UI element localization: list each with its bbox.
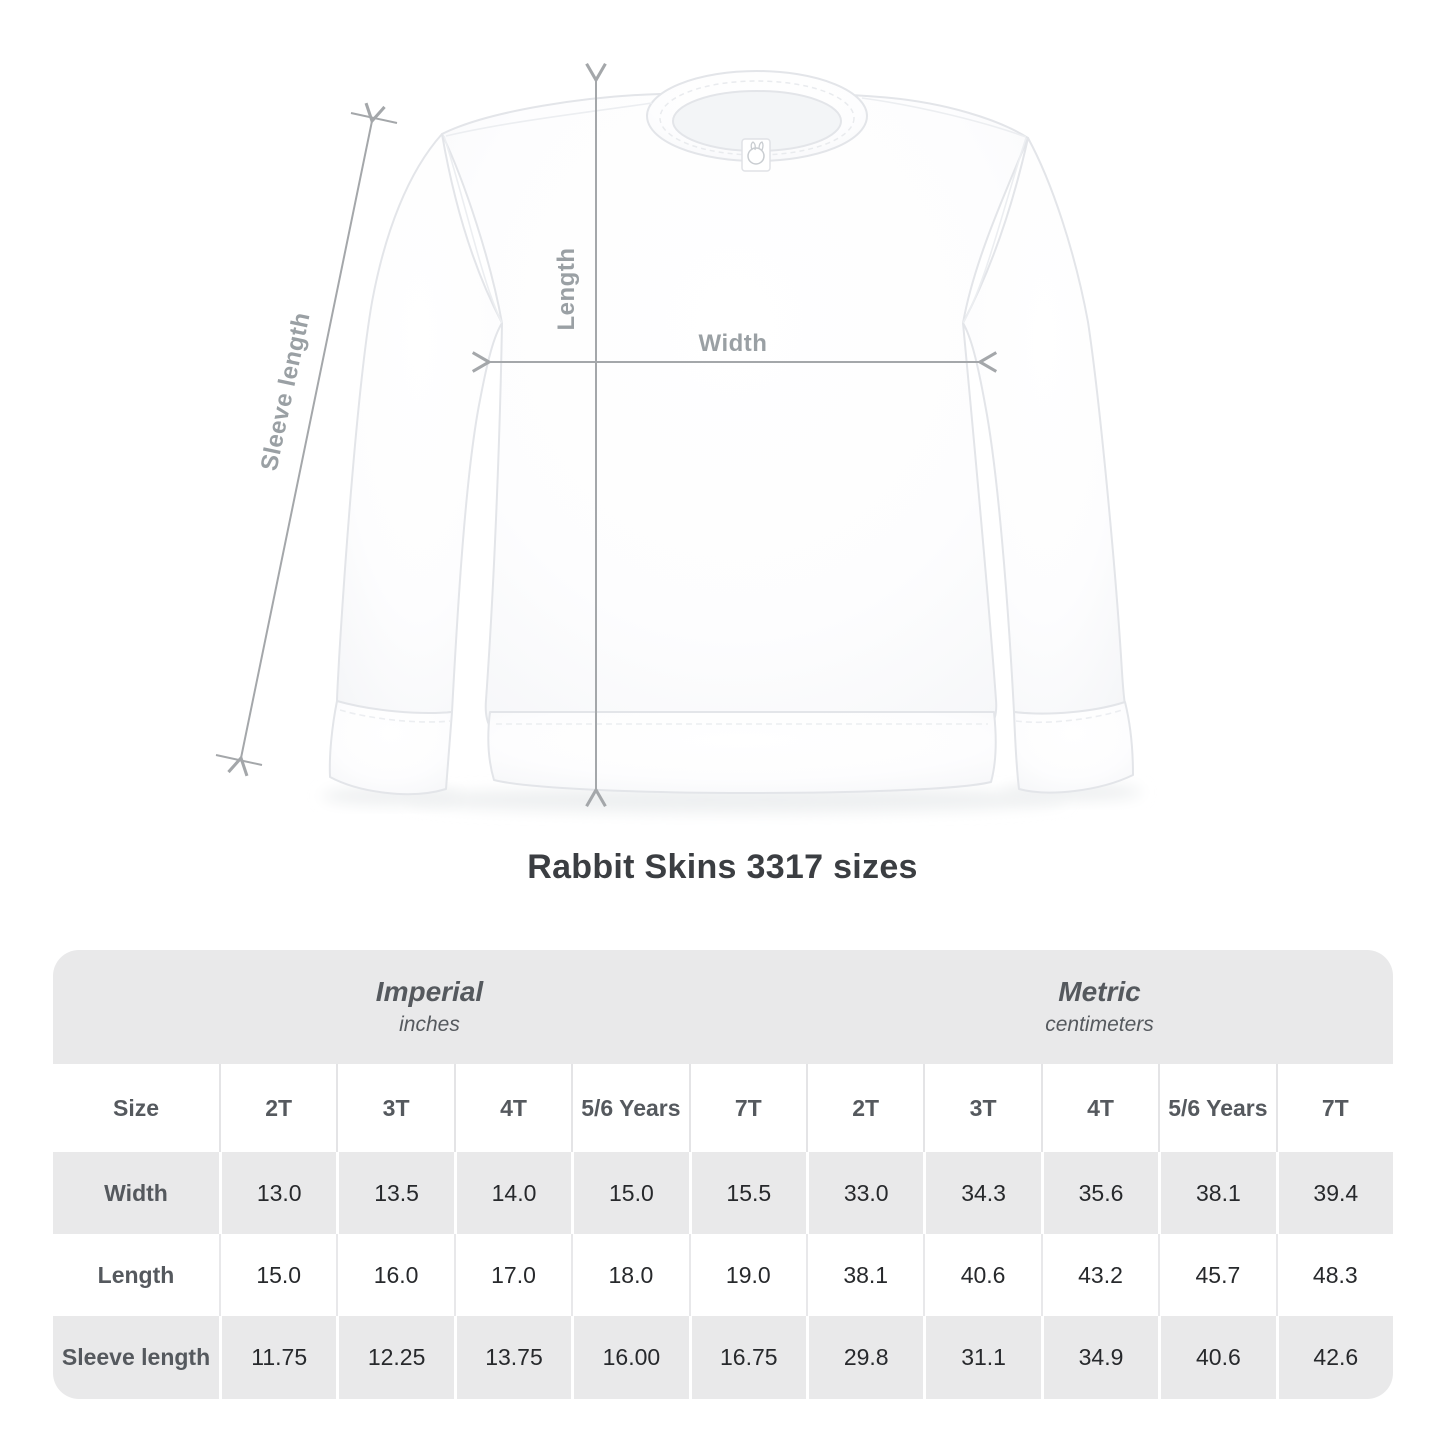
- metric-group-label: Metric: [1058, 976, 1141, 1007]
- column-header-metric-4t: 4T: [1041, 1064, 1158, 1152]
- unit-group-row: [53, 950, 1393, 1064]
- width-value-cell: 33.0: [806, 1152, 923, 1234]
- length-value-cell: 48.3: [1276, 1234, 1393, 1316]
- column-header-imperial-3t: 3T: [336, 1064, 453, 1152]
- size-table: [53, 950, 1393, 1399]
- sleeve-length-row: [53, 1316, 1393, 1399]
- width-value-cell: 39.4: [1276, 1152, 1393, 1234]
- size-column-header: Size: [53, 1064, 219, 1152]
- width-value-cell: 34.3: [923, 1152, 1040, 1234]
- width-row: [53, 1152, 1393, 1234]
- sleeve-value-cell: 42.6: [1276, 1316, 1393, 1399]
- row-label-width: Width: [53, 1152, 219, 1234]
- length-value-cell: 15.0: [219, 1234, 336, 1316]
- column-header-metric-7t: 7T: [1276, 1064, 1393, 1152]
- sweatshirt-body: [442, 92, 1028, 746]
- sleeve-arrow-bottom-tick: [216, 755, 262, 765]
- width-value-cell: 15.0: [571, 1152, 688, 1234]
- sleeve-value-cell: 16.00: [571, 1316, 688, 1399]
- left-cuff: [330, 701, 452, 794]
- column-header-metric-3t: 3T: [923, 1064, 1040, 1152]
- imperial-group-label: Imperial: [375, 976, 484, 1007]
- length-value-cell: 19.0: [689, 1234, 806, 1316]
- column-header-metric-2t: 2T: [806, 1064, 923, 1152]
- length-dimension-label: Length: [553, 247, 580, 331]
- width-value-cell: 38.1: [1158, 1152, 1275, 1234]
- width-value-cell: 14.0: [454, 1152, 571, 1234]
- length-value-cell: 17.0: [454, 1234, 571, 1316]
- column-header-imperial-4t: 4T: [454, 1064, 571, 1152]
- sleeve-value-cell: 31.1: [923, 1316, 1040, 1399]
- sleeve-value-cell: 13.75: [454, 1316, 571, 1399]
- metric-group-header: [806, 950, 1393, 1064]
- page-title: Rabbit Skins 3317 sizes: [527, 848, 918, 886]
- length-value-cell: 40.6: [923, 1234, 1040, 1316]
- width-value-cell: 15.5: [689, 1152, 806, 1234]
- width-value-cell: 13.0: [219, 1152, 336, 1234]
- column-header-metric-56y: 5/6 Years: [1158, 1064, 1275, 1152]
- imperial-unit-label: inches: [399, 1013, 460, 1036]
- length-value-cell: 43.2: [1041, 1234, 1158, 1316]
- sleeve-value-cell: 29.8: [806, 1316, 923, 1399]
- width-dimension-label: Width: [698, 330, 768, 357]
- width-value-cell: 13.5: [336, 1152, 453, 1234]
- right-cuff: [1014, 702, 1133, 793]
- column-header-row: [53, 1064, 1393, 1152]
- length-value-cell: 45.7: [1158, 1234, 1275, 1316]
- sleeve-value-cell: 16.75: [689, 1316, 806, 1399]
- column-header-imperial-56y: 5/6 Years: [571, 1064, 688, 1152]
- sleeve-value-cell: 34.9: [1041, 1316, 1158, 1399]
- sleeve-arrow-top-tick: [351, 113, 397, 123]
- length-value-cell: 18.0: [571, 1234, 688, 1316]
- length-value-cell: 38.1: [806, 1234, 923, 1316]
- column-header-imperial-2t: 2T: [219, 1064, 336, 1152]
- sleeve-value-cell: 12.25: [336, 1316, 453, 1399]
- sleeve-value-cell: 11.75: [219, 1316, 336, 1399]
- sleeve-value-cell: 40.6: [1158, 1316, 1275, 1399]
- imperial-group-header: [53, 950, 806, 1064]
- row-label-length: Length: [53, 1234, 219, 1316]
- row-label-sleeve-length: Sleeve length: [53, 1316, 219, 1399]
- length-row: [53, 1234, 1393, 1316]
- column-header-imperial-7t: 7T: [689, 1064, 806, 1152]
- width-value-cell: 35.6: [1041, 1152, 1158, 1234]
- sleeve-length-dimension-label: Sleeve length: [255, 309, 316, 474]
- neck-tag: [742, 139, 770, 171]
- length-value-cell: 16.0: [336, 1234, 453, 1316]
- metric-unit-label: centimeters: [1045, 1013, 1154, 1036]
